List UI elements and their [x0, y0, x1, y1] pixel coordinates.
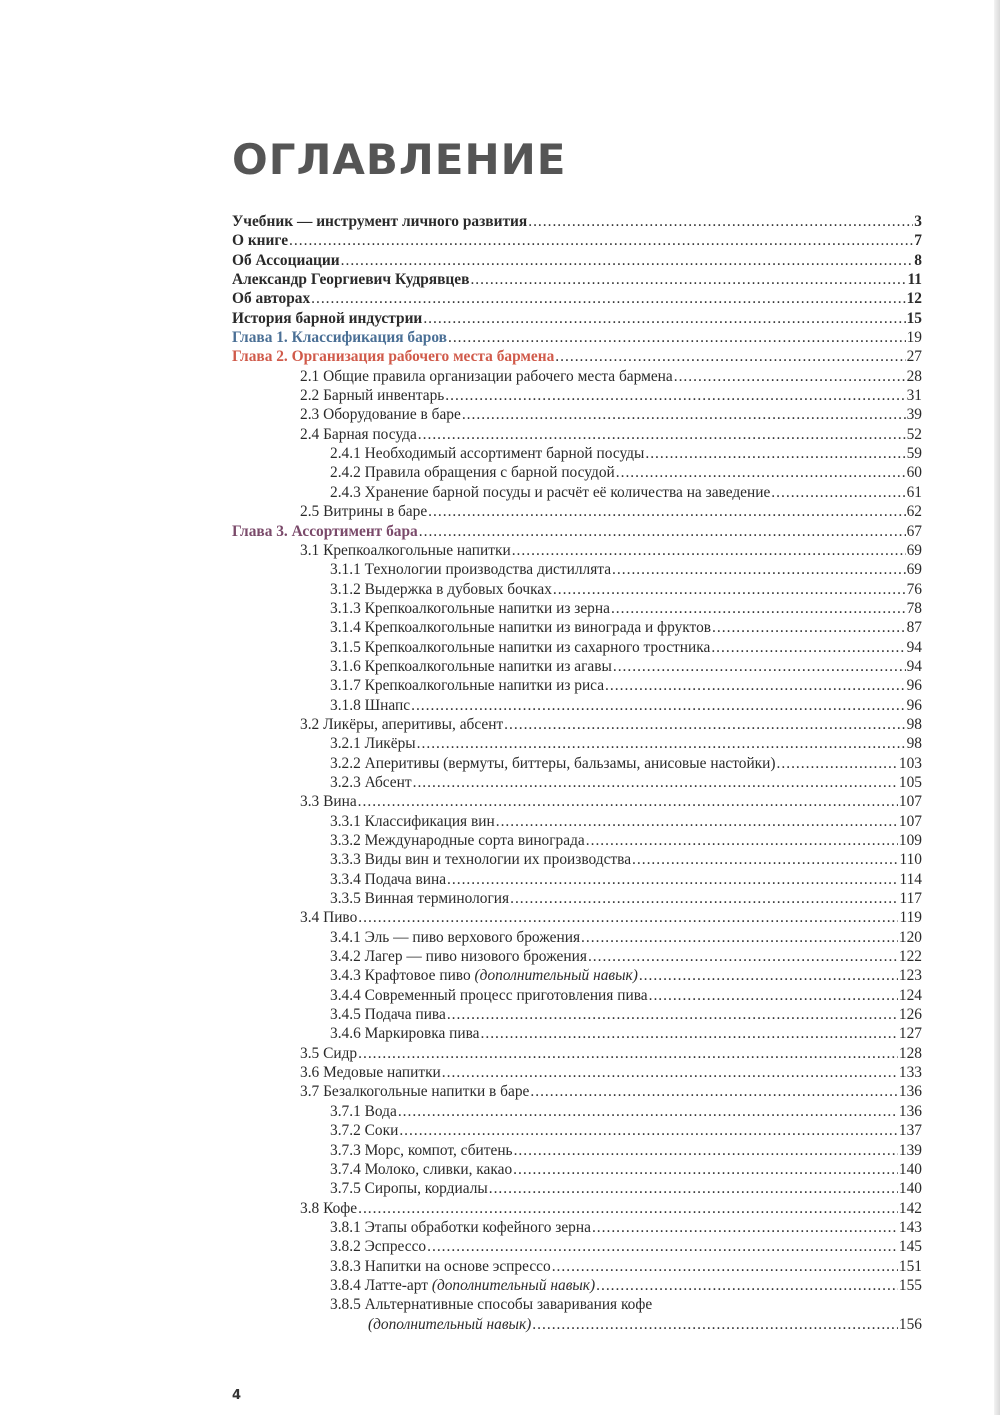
toc-entry-text: Глава 2. Организация рабочего места бармена [232, 348, 555, 366]
toc-entry-label [330, 1141, 513, 1160]
toc-entry[interactable] [232, 947, 922, 966]
toc-entry[interactable] [232, 1005, 922, 1024]
toc-entry[interactable] [232, 1218, 922, 1237]
toc-entry-text: 3.1 Крепкоалкогольные напитки [300, 541, 511, 559]
toc-entry-text: 3.7.1 Вода [330, 1102, 397, 1120]
toc-entry-label [300, 541, 511, 560]
leader-dots [311, 289, 905, 308]
toc-entry-label [330, 463, 615, 482]
toc-entry[interactable] [232, 1044, 922, 1063]
toc-entry-label [232, 347, 554, 366]
toc-entry-note: (дополнительный навык) [368, 1315, 532, 1333]
leader-dots [674, 367, 906, 386]
toc-entry[interactable] [232, 289, 922, 308]
toc-entry[interactable] [232, 754, 922, 773]
toc-entry[interactable] [232, 870, 922, 889]
toc-entry-label [330, 812, 495, 831]
toc-entry[interactable] [232, 599, 922, 618]
toc-entry-label [300, 908, 357, 927]
toc-entry-label [330, 1295, 652, 1314]
leader-dots [399, 1121, 898, 1140]
leader-dots [712, 618, 906, 637]
toc-entry-page: 59 [906, 445, 922, 463]
toc-entry[interactable] [232, 212, 922, 231]
toc-entry-page: 69 [906, 541, 922, 559]
leader-dots [592, 1218, 898, 1237]
toc-entry[interactable] [232, 1024, 922, 1043]
toc-entry[interactable] [232, 367, 922, 386]
toc-entry-label [232, 231, 288, 250]
toc-entry-page: 96 [906, 696, 922, 714]
toc-entry[interactable] [232, 1102, 922, 1121]
toc-entry-text: 3.4 Пиво [300, 909, 358, 927]
toc-entry-page: 126 [898, 1006, 922, 1024]
toc-entry-page: 60 [906, 464, 922, 482]
toc-entry-label [300, 1082, 529, 1101]
leader-dots [447, 1005, 898, 1024]
leader-dots [398, 1102, 898, 1121]
toc-entry-page: 145 [898, 1238, 922, 1256]
page-edge [994, 0, 1000, 1415]
toc-entry-label [300, 425, 417, 444]
toc-entry-page: 27 [906, 348, 922, 366]
toc-entry-page: 31 [906, 387, 922, 405]
toc-entry-text: 3.1.5 Крепкоалкогольные напитки из сахарного тростника [330, 638, 711, 656]
toc-entry[interactable] [232, 1276, 922, 1295]
toc-entry[interactable] [232, 522, 922, 541]
toc-entry-label [330, 928, 580, 947]
toc-entry-text: 3.1.1 Технологии производства дистиллята [330, 561, 612, 579]
leader-dots [470, 270, 906, 289]
leader-dots [358, 792, 898, 811]
toc-entry-label [330, 831, 585, 850]
toc-entry[interactable] [232, 1315, 922, 1334]
leader-dots [612, 560, 906, 579]
toc-entry-text: Учебник — инструмент личного развития [232, 213, 528, 230]
table-of-contents [232, 212, 922, 1334]
toc-entry-label [300, 792, 357, 811]
toc-entry[interactable] [232, 676, 922, 695]
toc-entry[interactable] [232, 1237, 922, 1256]
leader-dots [289, 231, 913, 250]
leader-dots [504, 715, 905, 734]
toc-entry-text: 2.1 Общие правила организации рабочего места бармена [300, 367, 673, 385]
toc-entry-page: 143 [898, 1218, 922, 1236]
toc-entry-page: 3 [914, 213, 922, 230]
toc-entry-label [330, 1024, 480, 1043]
toc-entry-page: 15 [906, 309, 922, 327]
toc-entry-page: 28 [906, 367, 922, 385]
leader-dots [413, 773, 898, 792]
toc-entry-label [300, 1063, 441, 1082]
toc-entry-label [300, 1044, 357, 1063]
toc-entry-label [330, 1179, 488, 1198]
toc-entry-text: 3.8.5 Альтернативные способы заваривания кофе [330, 1296, 653, 1314]
toc-entry-text: 2.4.1 Необходимый ассортимент барной посуды [330, 445, 645, 463]
toc-entry-page: 119 [899, 909, 922, 927]
toc-entry-label [330, 599, 610, 618]
toc-entry-label [232, 309, 422, 328]
toc-entry-page: 11 [907, 271, 922, 289]
toc-entry-label [368, 1315, 531, 1334]
toc-entry[interactable] [232, 850, 922, 869]
toc-entry-text: 2.5 Витрины в баре [300, 503, 428, 521]
toc-entry-label [330, 986, 648, 1005]
toc-entry-page: 103 [898, 754, 922, 772]
leader-dots [419, 522, 906, 541]
toc-entry[interactable] [232, 1179, 922, 1198]
leader-dots [513, 1160, 898, 1179]
toc-entry-text: 3.1.6 Крепкоалкогольные напитки из агавы [330, 657, 612, 675]
toc-entry[interactable] [232, 618, 922, 637]
toc-entry-note: (дополнительный навык) [431, 1276, 596, 1294]
leader-dots [358, 1044, 898, 1063]
toc-entry-page: 140 [898, 1160, 922, 1178]
toc-entry[interactable] [232, 560, 922, 579]
toc-entry-page: 136 [898, 1102, 922, 1120]
toc-entry-label [330, 773, 412, 792]
toc-entry[interactable] [232, 328, 922, 347]
leader-dots [645, 444, 905, 463]
toc-entry-page: 155 [898, 1276, 922, 1294]
toc-entry-text: 3.3.3 Виды вин и технологии их производства [330, 851, 632, 869]
toc-entry-page: 8 [914, 251, 922, 269]
toc-entry-text: 3.1.3 Крепкоалкогольные напитки из зерна [330, 599, 610, 617]
toc-entry-text: 3.4.1 Эль — пиво верхового брожения [330, 928, 581, 946]
toc-entry-page: 122 [898, 948, 922, 966]
toc-entry-text: 3.4.2 Лагер — пиво низового брожения [330, 948, 587, 966]
toc-entry-label [232, 212, 527, 231]
toc-entry[interactable] [232, 638, 922, 657]
toc-entry-label [330, 676, 604, 695]
toc-entry-label [330, 483, 770, 502]
toc-entry-label [232, 270, 469, 289]
toc-entry-text: Об Ассоциации [232, 251, 340, 269]
toc-entry-label [330, 618, 711, 637]
toc-entry-text: 3.1.7 Крепкоалкогольные напитки из риса [330, 677, 605, 695]
toc-entry[interactable] [232, 425, 922, 444]
toc-entry-label [330, 1276, 595, 1295]
toc-entry-text: Об авторах [232, 290, 311, 308]
toc-entry[interactable] [232, 580, 922, 599]
toc-entry-text: 3.4.5 Подача пива [330, 1006, 446, 1024]
toc-entry-page: 19 [906, 329, 922, 347]
toc-entry-text: 3.7.3 Морс, компот, сбитень [330, 1141, 513, 1159]
leader-dots [649, 986, 898, 1005]
toc-entry-page: 142 [898, 1199, 922, 1217]
leader-dots [417, 734, 906, 753]
toc-entry-label [330, 870, 446, 889]
toc-entry-label [330, 850, 631, 869]
toc-entry-text: 3.7 Безалкогольные напитки в баре [300, 1083, 530, 1101]
toc-entry-page: 128 [898, 1044, 922, 1062]
leader-dots [711, 638, 905, 657]
toc-entry-text: 3.1.2 Выдержка в дубовых бочках [330, 580, 552, 598]
leader-dots [605, 676, 906, 695]
leader-dots [445, 386, 905, 405]
leader-dots [447, 870, 898, 889]
toc-entry-text: 3.7.5 Сиропы, кордиалы [330, 1180, 488, 1198]
toc-entry-text: 3.8.2 Эспрессо [330, 1238, 427, 1256]
toc-entry-text: История барной индустрии [232, 309, 423, 327]
toc-entry-text: 3.7.4 Молоко, сливки, какао [330, 1160, 513, 1178]
toc-entry[interactable] [232, 444, 922, 463]
leader-dots [341, 251, 914, 270]
leader-dots [514, 1141, 898, 1160]
toc-entry-page: 109 [898, 832, 922, 849]
toc-entry-text: 2.2 Барный инвентарь [300, 387, 445, 405]
toc-entry[interactable] [232, 1063, 922, 1082]
toc-entry-text: 2.4.3 Хранение барной посуды и расчёт её количества на заведение [330, 483, 771, 501]
toc-entry-page: 110 [899, 851, 922, 869]
toc-entry[interactable] [232, 405, 922, 424]
leader-dots [442, 1063, 898, 1082]
toc-entry-page: 107 [898, 793, 922, 811]
toc-entry-label [232, 522, 418, 541]
toc-entry-label [300, 386, 444, 405]
toc-entry-page: 96 [906, 677, 922, 695]
leader-dots [358, 908, 898, 927]
toc-entry-text: 3.8.1 Этапы обработки кофейного зерна [330, 1218, 591, 1236]
toc-entry-text: 3.1.8 Шнапс [330, 696, 411, 714]
toc-entry-label [330, 444, 644, 463]
toc-entry[interactable] [232, 773, 922, 792]
toc-entry-page: 94 [906, 657, 922, 675]
toc-entry[interactable] [232, 463, 922, 482]
leader-dots [411, 696, 906, 715]
toc-entry-text: 3.3 Вина [300, 793, 357, 811]
leader-dots [632, 850, 898, 869]
toc-entry-text: 3.6 Медовые напитки [300, 1064, 441, 1082]
leader-dots [428, 502, 905, 521]
toc-entry-page: 127 [898, 1025, 922, 1043]
leader-dots [530, 1082, 898, 1101]
toc-entry-label [330, 889, 509, 908]
toc-entry-label [330, 754, 776, 773]
toc-entry[interactable] [232, 1121, 922, 1140]
toc-entry-label [330, 734, 416, 753]
toc-entry-label [330, 1160, 512, 1179]
toc-entry-text: 3.8.4 Латте-арт [330, 1276, 428, 1294]
toc-entry-page: 114 [899, 870, 922, 888]
toc-entry[interactable] [232, 908, 922, 927]
toc-entry-text: 2.3 Оборудование в баре [300, 406, 461, 424]
toc-entry-label [330, 1121, 398, 1140]
leader-dots [528, 212, 913, 231]
page-number: 4 [232, 1388, 242, 1403]
toc-entry[interactable] [232, 966, 922, 985]
leader-dots [588, 947, 898, 966]
toc-entry-text: 3.3.4 Подача вина [330, 870, 447, 888]
toc-entry-page: 117 [899, 890, 922, 908]
toc-entry-page: 76 [906, 580, 922, 598]
toc-entry-page: 87 [906, 619, 922, 637]
toc-entry-page: 107 [898, 812, 922, 830]
toc-entry[interactable] [232, 309, 922, 328]
toc-entry-page: 120 [898, 928, 922, 946]
toc-entry-page: 94 [906, 638, 922, 656]
toc-entry-text: Глава 3. Ассортимент бара [232, 522, 418, 540]
toc-entry[interactable] [232, 386, 922, 405]
toc-entry[interactable] [232, 1160, 922, 1179]
leader-dots [358, 1199, 898, 1218]
toc-entry[interactable] [232, 270, 922, 289]
toc-entry-label [300, 367, 673, 386]
toc-entry[interactable] [232, 1295, 922, 1314]
toc-entry-page: 61 [906, 483, 922, 501]
toc-entry-label [330, 1102, 397, 1121]
toc-entry[interactable] [232, 1199, 922, 1218]
toc-entry-page: 137 [898, 1122, 922, 1140]
toc-entry[interactable] [232, 347, 922, 366]
toc-entry-text: 3.2.2 Аперитивы (вермуты, биттеры, бальзамы, анисовые настойки) [330, 754, 776, 772]
toc-entry-label [330, 1005, 446, 1024]
leader-dots [427, 1237, 898, 1256]
toc-entry-page: 98 [906, 715, 922, 733]
toc-entry[interactable] [232, 251, 922, 270]
toc-entry-label [330, 966, 638, 985]
toc-entry-page: 151 [898, 1257, 922, 1275]
leader-dots [496, 812, 898, 831]
toc-entry-text: 2.4.2 Правила обращения с барной посудой [330, 464, 615, 482]
toc-entry-page: 156 [898, 1315, 922, 1333]
leader-dots [616, 463, 906, 482]
toc-entry-page: 133 [898, 1064, 922, 1082]
toc-entry-text: О книге [232, 232, 289, 250]
toc-entry-label [330, 1257, 551, 1276]
toc-entry-label [232, 251, 340, 270]
toc-entry-label [330, 580, 552, 599]
toc-entry-page: 12 [906, 290, 922, 308]
leader-dots [639, 966, 898, 985]
toc-entry[interactable] [232, 502, 922, 521]
toc-entry-text: Александр Георгиевич Кудрявцев [232, 271, 470, 289]
toc-entry[interactable] [232, 696, 922, 715]
toc-entry[interactable] [232, 734, 922, 753]
leader-dots [532, 1315, 898, 1334]
toc-entry-text: 3.5 Сидр [300, 1044, 358, 1062]
toc-entry-label [330, 638, 710, 657]
toc-entry-page: 62 [906, 503, 922, 521]
toc-entry[interactable] [232, 1141, 922, 1160]
toc-entry[interactable] [232, 541, 922, 560]
toc-entry-page: 123 [898, 967, 922, 985]
leader-dots [481, 1024, 898, 1043]
toc-entry-text: 3.3.5 Винная терминология [330, 890, 510, 908]
toc-entry-page: 98 [906, 735, 922, 753]
toc-entry-text: 3.8 Кофе [300, 1199, 358, 1217]
toc-entry[interactable] [232, 792, 922, 811]
toc-entry[interactable] [232, 1257, 922, 1276]
toc-entry[interactable] [232, 889, 922, 908]
toc-entry-label [232, 289, 310, 308]
toc-entry-text: 3.3.2 Международные сорта винограда [330, 832, 585, 849]
toc-entry-text: 3.2.1 Ликёры [330, 735, 416, 753]
toc-entry-text: 3.2.3 Абсент [330, 773, 412, 791]
toc-entry[interactable] [232, 657, 922, 676]
toc-entry-label [330, 560, 611, 579]
toc-entry-text: 3.4.6 Маркировка пива [330, 1025, 480, 1043]
toc-entry[interactable] [232, 715, 922, 734]
toc-entry-text: 3.8.3 Напитки на основе эспрессо [330, 1257, 551, 1275]
toc-entry-page: 124 [898, 986, 922, 1004]
toc-entry-text: 3.4.3 Крафтовое пиво [330, 967, 471, 985]
toc-entry-page: 105 [898, 773, 922, 791]
toc-entry-text: 2.4 Барная посуда [300, 425, 417, 443]
leader-dots [555, 347, 905, 366]
toc-entry[interactable] [232, 831, 922, 850]
toc-entry-label [330, 1218, 591, 1237]
toc-entry-label [300, 1199, 357, 1218]
leader-dots [510, 889, 898, 908]
leader-dots [596, 1276, 898, 1295]
toc-entry-label [300, 715, 503, 734]
toc-entry[interactable] [232, 986, 922, 1005]
toc-entry-label [232, 328, 447, 347]
toc-entry[interactable] [232, 1082, 922, 1101]
leader-dots [552, 1257, 898, 1276]
toc-entry-page: 136 [898, 1083, 922, 1101]
toc-entry-page: 69 [906, 561, 922, 579]
leader-dots [512, 541, 906, 560]
toc-entry-label [300, 405, 461, 424]
toc-entry[interactable] [232, 928, 922, 947]
toc-entry-text: 3.4.4 Современный процесс приготовления пива [330, 986, 648, 1004]
leader-dots [553, 580, 906, 599]
toc-entry[interactable] [232, 231, 922, 250]
toc-entry-label [330, 947, 587, 966]
toc-entry-text: 3.2 Ликёры, аперитивы, абсент [300, 715, 504, 733]
toc-entry-page: 39 [906, 406, 922, 424]
toc-entry-text: 3.3.1 Классификация вин [330, 812, 495, 830]
toc-entry[interactable] [232, 812, 922, 831]
leader-dots [771, 483, 905, 502]
toc-entry[interactable] [232, 483, 922, 502]
toc-entry-page: 140 [898, 1180, 922, 1198]
page-title: ОГЛАВЛЕНИЕ [232, 135, 567, 184]
leader-dots [462, 405, 906, 424]
toc-entry-text: Глава 1. Классификация баров [232, 329, 447, 347]
leader-dots [777, 754, 898, 773]
leader-dots [418, 425, 906, 444]
toc-entry-page: 7 [914, 232, 922, 250]
leader-dots [613, 657, 906, 676]
toc-entry-page: 139 [898, 1141, 922, 1159]
toc-entry-label [330, 1237, 426, 1256]
leader-dots [586, 831, 898, 850]
toc-entry-text: 3.1.4 Крепкоалкогольные напитки из винограда и фруктов [330, 619, 712, 637]
toc-entry-label [300, 502, 427, 521]
leader-dots [423, 309, 905, 328]
toc-entry-note: (дополнительный навык) [474, 967, 638, 985]
leader-dots [448, 328, 906, 347]
leader-dots [489, 1179, 898, 1198]
leader-dots [581, 928, 898, 947]
leader-dots [611, 599, 906, 618]
toc-entry-label [330, 696, 410, 715]
toc-entry-text: 3.7.2 Соки [330, 1122, 399, 1140]
toc-entry-page: 52 [906, 425, 922, 443]
toc-entry-page: 78 [906, 599, 922, 617]
toc-entry-label [330, 657, 612, 676]
toc-entry-page: 67 [906, 522, 922, 540]
